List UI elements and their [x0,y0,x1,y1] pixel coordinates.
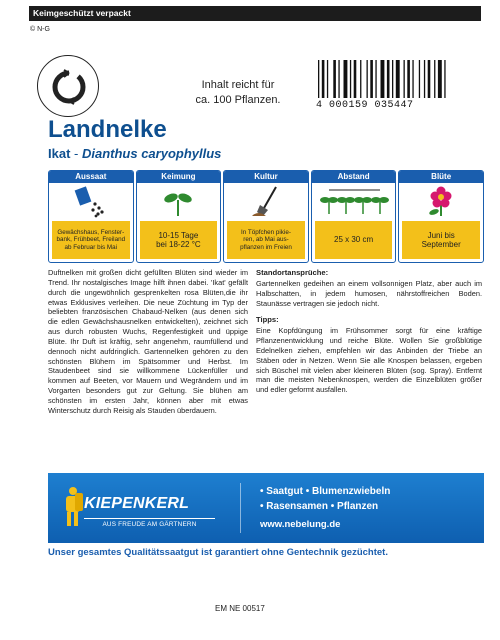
sprout-icon [158,184,198,218]
variety-name: Ikat [48,146,71,161]
box-bluete-value: Juni bis September [421,230,461,249]
brand-slogan: AUS FREUDE AM GÄRTNERN [84,518,215,528]
product-range-line-1: • Saatgut • Blumenzwiebeln [260,486,391,497]
box-abstand-value: 25 x 30 cm [334,235,374,245]
box-bluete-header: Blüte [399,171,483,183]
product-range-line-2: • Rasensamen • Pflanzen [260,501,379,512]
content-line-1: Inhalt reicht für [201,79,275,91]
barcode-bar [360,60,361,98]
brand-url[interactable]: www.nebelung.de [260,519,341,530]
barcode-bar [381,60,385,98]
box-abstand [311,170,397,263]
barcode-bar [392,60,393,98]
content-info [168,78,308,108]
box-aussaat-header: Aussaat [49,171,133,183]
product-subtitle [48,146,221,161]
gruener-punkt-icon [50,68,88,106]
barcode-bar [412,60,413,98]
barcode-bar [375,60,376,98]
box-kultur [223,170,309,263]
barcode-bar [419,60,420,98]
box-keimung [136,170,222,263]
box-aussaat-text [52,221,130,259]
box-kultur-header: Kultur [224,171,308,183]
kiepenkerl-banner [48,473,484,543]
box-aussaat-value: Gewächshaus, Fenster- bank, Frühbeet, Freiland ab Februar bis Mai [56,228,126,251]
standort-heading: Standortansprüche: [256,268,329,277]
norm-code: EM NE 00517 [215,604,265,613]
barcode-bar [434,60,435,98]
banner-divider [240,483,241,533]
box-keimung-text [140,221,218,259]
box-keimung-header: Keimung [137,171,221,183]
barcode-bar [354,60,357,98]
info-boxes [48,170,484,263]
gruener-punkt-logo [37,55,99,117]
spacing-plants-icon [319,184,389,218]
box-abstand-header: Abstand [312,171,396,183]
box-keimung-value: 10-15 Tage bei 18-22 °C [156,230,201,249]
brand-name: KIEPENKERL [84,495,190,512]
barcode-bar [367,60,368,98]
barcode-bar [344,60,348,98]
shovel-icon [246,184,286,218]
barcode-bar [318,60,319,98]
content-line-2: ca. 100 Pflanzen. [195,94,281,106]
care-instructions [256,268,482,402]
subtitle-separator: - [70,146,82,161]
barcode-bar [370,60,373,98]
barcode-bar [322,60,325,98]
barcode-bar [424,60,425,98]
barcode-bar [428,60,431,98]
flower-icon [421,184,461,218]
product-title: Landnelke [48,116,167,143]
box-kultur-value: In Töpfchen pikie- ren, ab Mai aus- pflanzen im Freien [240,228,292,251]
barcode-number: 4 000159 035447 [316,100,414,111]
description-text: Duftnelken mit großen dicht gefüllten Blüten sind wieder im Trend. Ihr nostalgisches Image hilft ihnen dabei. 'Ikat' gefällt durch die ungewöhnlich gesprenkelten rosa Blüten,die ihr etwas Exklusives verleihen. Die neue Züchtung im Typ der beliebten französischen Chabaud-Nelken (aus denen sich die edlen Gewächshausnelken entwickelten), zeichnet sich aus durch robusten Wuchs, Regenfestigkeit und üppige Blüte. Ihr Duft ist kräftig, sehr angenehm, raumfüllend und dennoch nicht aufdringlich. Gartennelken gehören zu den schönsten Blühern im Spätsommer und Herbst. Im Staudenbeet sind sie willkommene Lückenfüller und kommen auf Beeten, vor Mauern und Wegrändern und im Vorgarten besonders gut zur Geltung. Sie blühen am schönsten im ersten Jahr, können aber mit etwas Winterschutz durch Reisig als Stauden überdauern. [48,268,248,415]
barcode-bar [350,60,351,98]
barcode-bar [396,60,400,98]
standort-text: Gartennelken gedeihen an einem vollsonnigen Platz, aber auch im Halbschatten, in jedem humosen, nährstoffreichen Boden. Staunässe vertragen sie jedoch nicht. [256,278,482,308]
barcode-bar [333,60,336,98]
kiepenkerl-figure-icon [62,485,84,529]
box-abstand-text [315,221,393,259]
tipps-text: Eine Kopfdüngung im Frühsommer sorgt für eine kräftige Pflanzenentwicklung und reiche Blüte. Wollen Sie großblütige Edelnelken ziehen, empfehlen wir das Anbinden der Triebe an Stäben oder in Netzen. Wenn Sie alle Knospen belassen, ergeben sich Büschel mit vielen aber kleineren Blüten (sog. Spray). Entfernt man die meisten Nebenknospen, werden die Einzelblüten größer und edler geformt ausfallen. [256,326,482,395]
latin-name: Dianthus caryophyllus [81,146,222,161]
seeds-icon [71,184,111,218]
ng-label: © N-G [30,26,50,33]
barcode-bar [387,60,390,98]
barcode-bar [407,60,410,98]
box-aussaat [48,170,134,263]
keimgeschuetzt-banner: Keimgeschützt verpackt [29,6,481,21]
box-kultur-text [227,221,305,259]
quality-statement: Unser gesamtes Qualitätssaatgut ist garantiert ohne Gentechnik gezüchtet. [48,547,388,558]
barcode-bar [444,60,445,98]
barcode-bar [438,60,442,98]
tipps-heading: Tipps: [256,315,279,325]
barcode-bar [404,60,405,98]
box-bluete [398,170,484,263]
barcode-bar [327,60,328,98]
barcode-bar [338,60,339,98]
box-bluete-text [402,221,480,259]
